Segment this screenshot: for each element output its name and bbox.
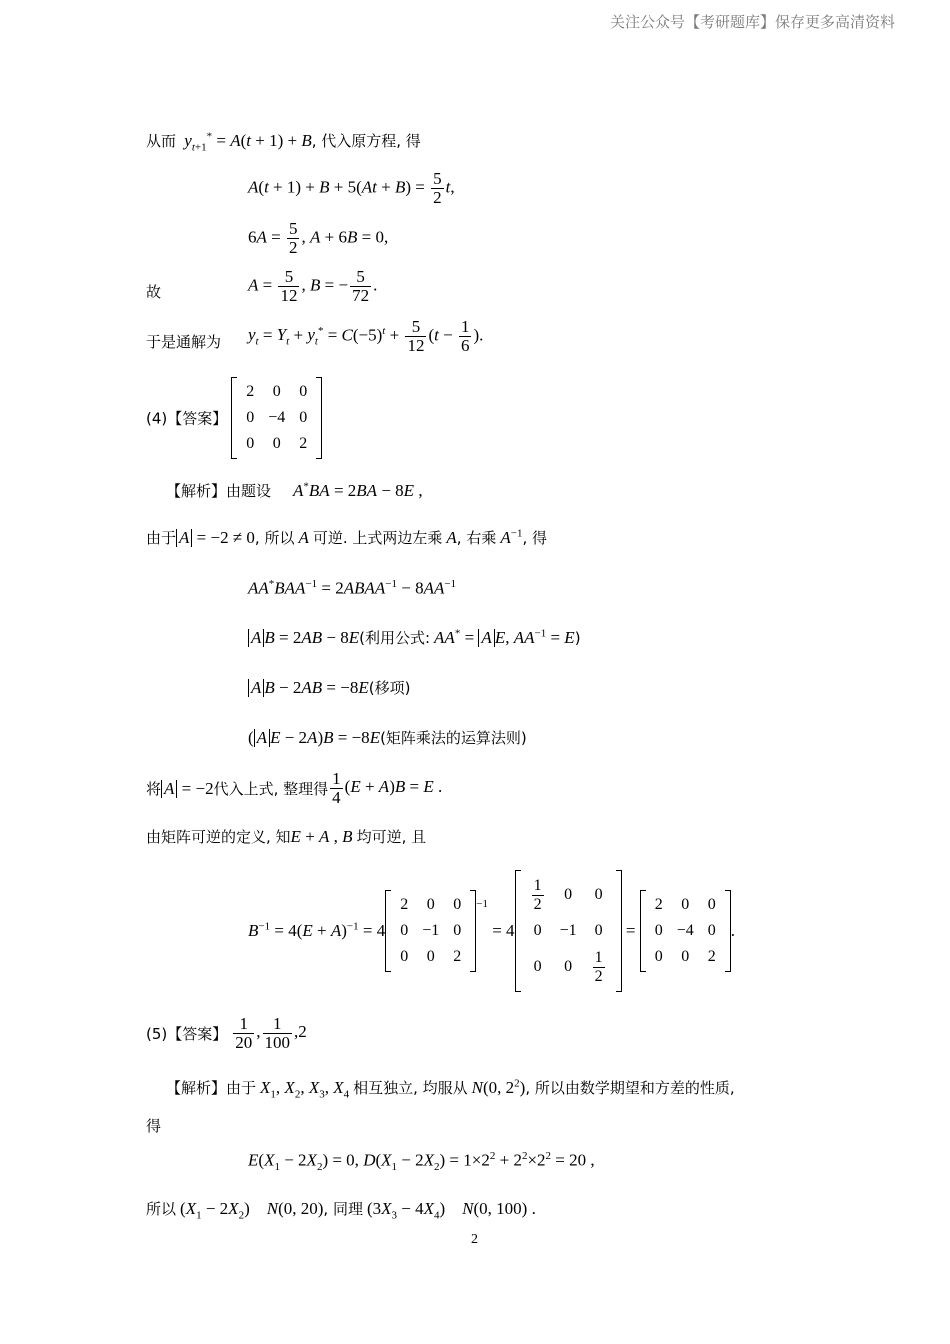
derivation-4: ( A E − 2A)B = −8E(矩阵乘法的运算法则) [248,728,527,747]
text-properties: , 所以由数学期望和方差的性质, [525,1079,735,1097]
answer-4 [146,377,322,459]
text-invertible: 可逆. 上式两边左乘 [312,529,443,547]
cell: 0 [453,896,462,913]
derivation-2: A B = 2AB − 8E(利用公式: AA* = A E, $AA^{-1} = E$) [248,627,581,648]
formula-det: A = −2 ≠ 0 [176,528,255,547]
matrix-b-inverse-result [640,890,731,972]
page-number: 2 [471,1232,478,1247]
cell: 0 [272,435,281,452]
cell: 0 [707,922,716,939]
cell: −1 [422,922,440,939]
cell: −4 [268,409,286,426]
line-determinant: 由于 A = −2 ≠ 0, 所以 A 可逆. 上式两边左乘 A, 右乘 $A^{-1}$, 得 [146,527,547,547]
cell: 0 [400,948,409,965]
fraction-5-2: $\frac{5}{2}$ [433,169,442,207]
cell: 0 [272,383,281,400]
text-simplify: 代入上式, 整理得 [213,780,329,799]
line-substitute: 将 A = −2代入上式, 整理得 $\frac{1}{4}$ (E + A)B = E . [146,769,443,807]
cell: 0 [426,896,435,913]
cell: 0 [246,409,255,426]
fraction-5-12: $\frac{5}{12}$ [280,267,298,305]
text-gu: 故 [146,283,162,301]
equation-system: 6A = $\frac{5}{2}$ , A + 6B = 0, [248,219,389,257]
cell: 0 [299,383,308,400]
text-similarly: , 同理 [323,1200,363,1218]
fraction-1-2: $\frac{1}{2}$ [533,876,542,913]
text-substitute: , 代入原方程, 得 [311,132,421,150]
cell: 0 [453,922,462,939]
derivation-3: A B − 2AB = −8E(移项) [248,677,410,698]
cell: 2 [400,896,409,913]
text-youyu: 由于 [146,529,177,547]
text-both-invertible: 均可逆, 且 [356,828,427,846]
text-by-definition: 由矩阵可逆的定义, 知 [146,828,291,846]
line-distribution: 所以 $(X_1 - 2X_2)$ N(0, 20), 同理 $(3X_3 - 4X_4)$ N(0, 100) . [146,1199,536,1222]
label-analysis-5: 【解析】 [166,1079,227,1097]
text-jiang: 将 [146,780,162,799]
fraction-5-72: $\frac{5}{72}$ [352,267,370,305]
answer-5: (5)【答案】 $\frac{1}{20}$ , $\frac{1}{100}$ ,2 [146,1014,307,1052]
cell: −4 [676,922,694,939]
text-right-mult: , 右乘 [456,529,497,547]
note-rule: (矩阵乘法的运算法则) [380,729,527,747]
formula-particular: $y_{t+1}^* = A(t + 1) + B$ [184,130,312,154]
equation-expectation-variance: $E(X_1 - 2X_2) = 0$, $D(X_1 - 2X_2) = 1\times 2^2 + 2^2\times 2^2 = 20$ , [248,1150,595,1174]
line-particular-solution [146,130,421,153]
cell: 0 [707,896,716,913]
matrix-answer-4 [231,377,322,459]
note-formula: (利用公式: [359,629,431,647]
cell: 0 [654,922,663,939]
cell: 0 [654,948,663,965]
cell: 2 [299,435,308,452]
text-given: 由题设 [226,482,272,500]
cell: 2 [246,383,255,400]
cell: 2 [654,896,663,913]
line-definition: 由矩阵可逆的定义, 知E + A , B 均可逆, 且 [146,827,427,846]
fraction-1-2b: $\frac{1}{2}$ [594,948,603,985]
analysis-4-intro [166,480,423,501]
cell: 0 [426,948,435,965]
analysis-5-intro: 【解析】由于 $X_1$, $X_2$, $X_3$, $X_4$ 相互独立, 均服从 N(0, $2^2$), 所以由数学期望和方差的性质, [166,1077,735,1101]
cell: 2 [707,948,716,965]
derivation-1: $AA^*BAA^{-1}$ = $2ABAA^{-1} - 8AA^{-1}$ [248,578,457,598]
fraction-1-20: $\frac{1}{20}$ [235,1014,253,1052]
label-answer-5: (5)【答案】 [146,1025,228,1044]
cell: 0 [299,409,308,426]
fraction-1-4: $\frac{1}{4}$ [332,769,341,807]
cell: 0 [681,896,690,913]
cell: 2 [453,948,462,965]
text-suoyi: , 所以 [254,529,295,547]
fraction-1-100: $\frac{1}{100}$ [264,1014,290,1052]
fraction-5-2b: $\frac{5}{2}$ [288,219,298,257]
fraction-1-6: $\frac{1}{6}$ [460,317,470,355]
text-de: , 得 [522,529,547,547]
cell: 0 [681,948,690,965]
text-general-solution: 于是通解为 [146,333,222,351]
equation-ab-values: A = $\frac{5}{12}$ , B = − $\frac{5}{72}$ . [248,267,378,305]
fraction-5-12b: $\frac{5}{12}$ [407,317,425,355]
text-independent: 相互独立, 均服从 [353,1079,468,1097]
equation-b-inverse: $B^{-1} = 4(E + A)^{-1} = 4$ 2 0 0 0 −1 0 0 0 2 $^{-1}$ = 4 $\frac{1}{2}$ 0 0 0 −1 0 0 0 $\frac{1}{2}$ = 2 0 0 0 −4 0 0 0 2 . [248,870,735,992]
equation-general-solution: $y_t = Y_t + y_t^* = C(-5)^t$ + $\frac{5}{12}$ (t − $\frac{1}{6}$ ). [248,317,484,355]
text-suoyi-5: 所以 [146,1200,177,1218]
text-youyu-5: 由于 [226,1079,257,1097]
text-congeer: 从而 [146,132,177,150]
watermark-text: 关注公众号【考研题库】保存更多高清资料 [610,13,896,31]
text-de-5: 得 [146,1117,162,1135]
formula-given: A*BA = 2BA − 8E , [293,480,423,500]
label-answer-4: (4)【答案】 [146,409,228,428]
matrix-e-plus-a [385,890,476,972]
note-move: (移项) [368,679,411,697]
cell: 0 [400,922,409,939]
matrix-inverse: $\frac{1}{2}$ 0 0 0 −1 0 0 0 $\frac{1}{2}$ [515,870,622,992]
label-analysis: 【解析】 [166,482,227,500]
equation-substituted: A(t + 1) + B + 5(At + B) = $\frac{5}{2}$ t, [248,169,455,207]
cell: 0 [246,435,255,452]
